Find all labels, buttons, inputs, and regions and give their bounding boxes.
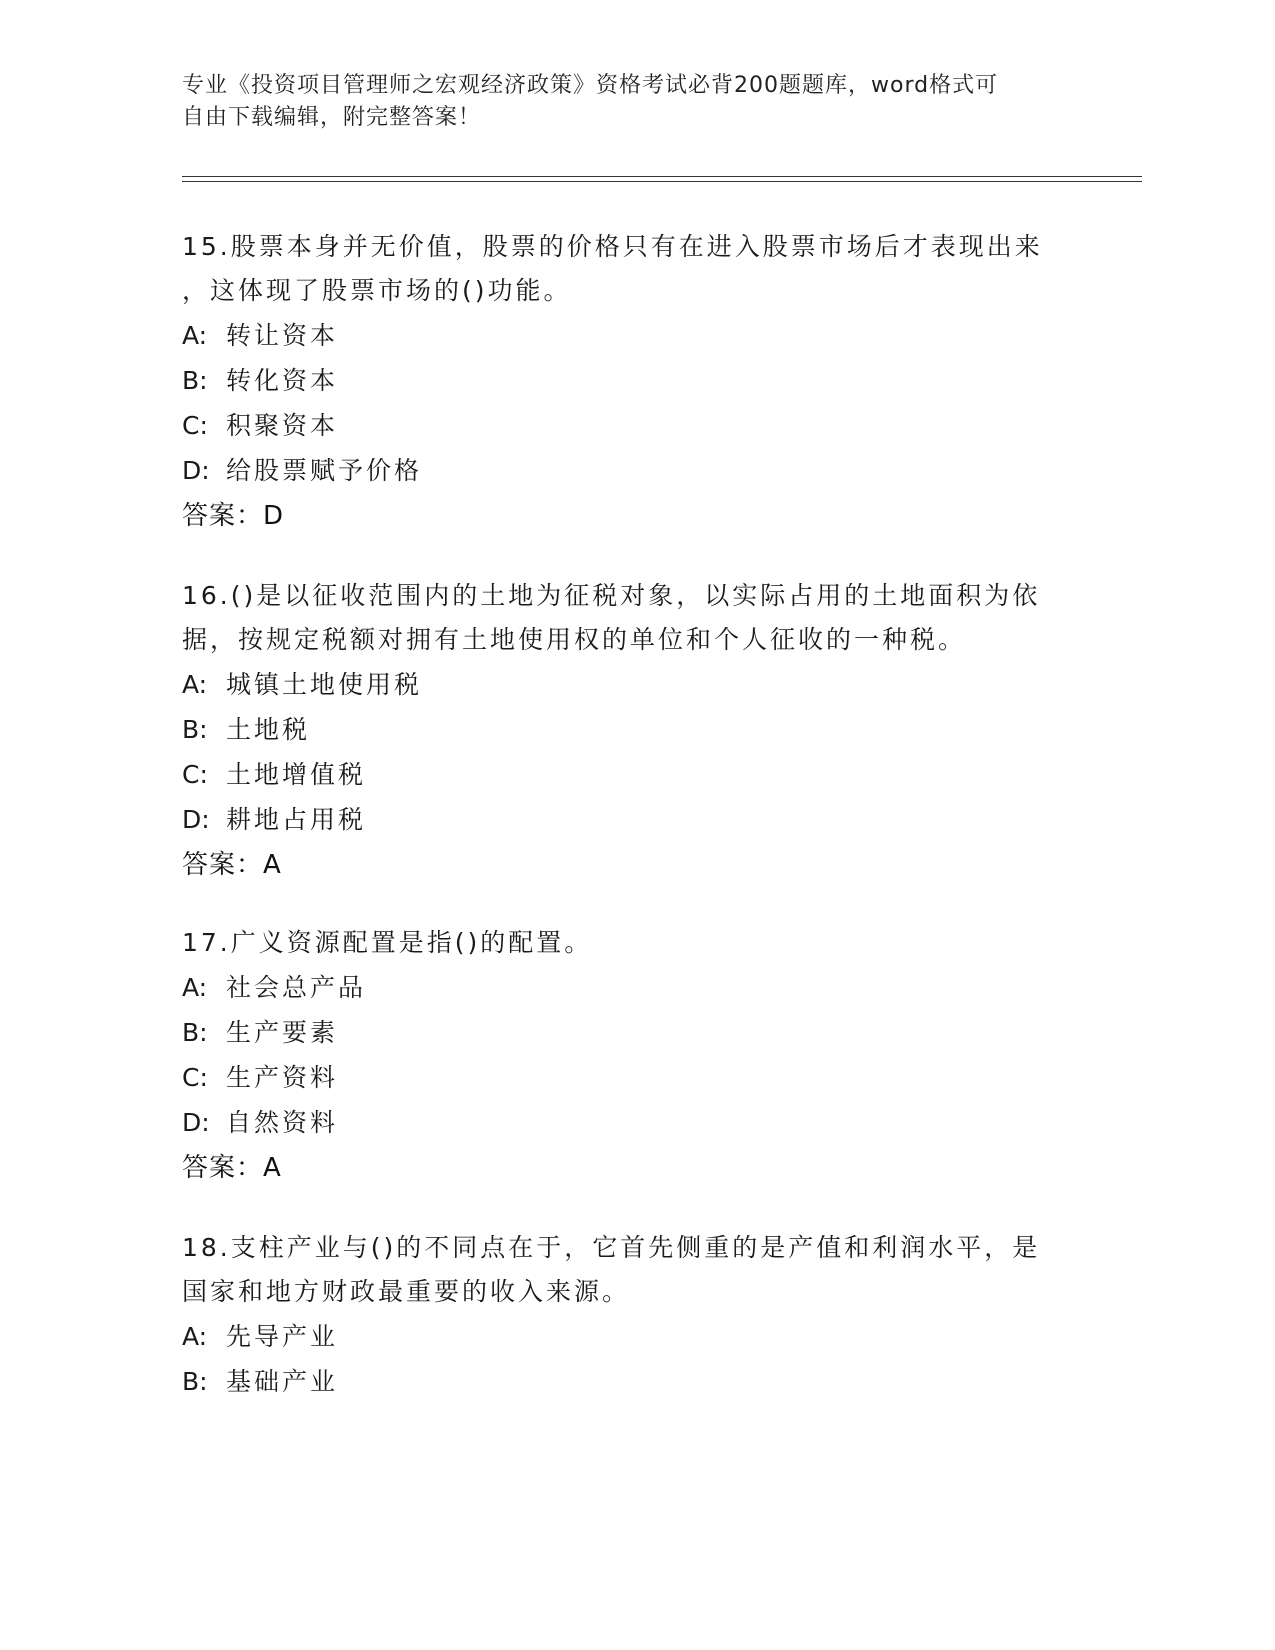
header-line-1: 专业《投资项目管理师之宏观经济政策》资格考试必背200题题库，word格式可 [182, 73, 999, 98]
question-stem-line-2: 据，按规定税额对拥有土地使用权的单位和个人征收的一种税。 [182, 625, 967, 654]
answer: 答案：D [182, 501, 285, 531]
option-key: B: [182, 1367, 208, 1396]
option-b [182, 707, 1062, 752]
option-text: 社会总产品 [226, 973, 367, 1002]
option-key: A: [182, 1322, 208, 1351]
option-key: D: [182, 1108, 210, 1137]
option-key: C: [182, 760, 208, 789]
option-text: 生产要素 [226, 1018, 339, 1047]
option-text: 土地增值税 [226, 760, 367, 789]
option-a [182, 662, 1062, 707]
option-text: 积聚资本 [226, 411, 339, 440]
option-text: 转化资本 [226, 366, 339, 395]
option-text: 土地税 [226, 715, 311, 744]
option-key: B: [182, 715, 208, 744]
option-text: 自然资料 [226, 1108, 339, 1137]
option-key: C: [182, 1063, 208, 1092]
option-d [182, 797, 1062, 842]
option-text: 先导产业 [226, 1322, 339, 1351]
question-15 [182, 225, 1062, 539]
question-stem-line-1: 15.股票本身并无价值，股票的价格只有在进入股票市场后才表现出来 [182, 232, 1043, 261]
option-key: B: [182, 366, 208, 395]
option-d [182, 1100, 1062, 1145]
option-key: C: [182, 411, 208, 440]
option-c [182, 1055, 1062, 1100]
option-d [182, 448, 1062, 493]
option-text: 给股票赋予价格 [226, 456, 423, 485]
header-divider-top [182, 176, 1142, 177]
option-text: 转让资本 [226, 321, 339, 350]
option-b [182, 1359, 1062, 1404]
option-b [182, 358, 1062, 403]
option-b [182, 1010, 1062, 1055]
option-a [182, 965, 1062, 1010]
header-divider-bottom [182, 181, 1142, 182]
option-c [182, 752, 1062, 797]
option-c [182, 403, 1062, 448]
option-text: 耕地占用税 [226, 805, 367, 834]
answer: 答案：A [182, 1153, 282, 1183]
question-stem-line-1: 17.广义资源配置是指()的配置。 [182, 928, 593, 957]
question-17 [182, 921, 1062, 1191]
option-key: D: [182, 805, 210, 834]
option-text: 生产资料 [226, 1063, 339, 1092]
option-key: A: [182, 321, 208, 350]
option-key: A: [182, 973, 208, 1002]
option-key: B: [182, 1018, 208, 1047]
option-a [182, 313, 1062, 358]
document-header [182, 70, 1062, 134]
question-16 [182, 574, 1062, 888]
question-stem-line-1: 18.支柱产业与()的不同点在于，它首先侧重的是产值和利润水平，是 [182, 1233, 1041, 1262]
question-stem-line-1: 16.()是以征收范围内的土地为征税对象，以实际占用的土地面积为依 [182, 581, 1041, 610]
option-key: A: [182, 670, 208, 699]
answer: 答案：A [182, 850, 282, 880]
question-stem-line-2: 国家和地方财政最重要的收入来源。 [182, 1277, 631, 1306]
option-text: 城镇土地使用税 [226, 670, 423, 699]
question-stem-line-2: ，这体现了股票市场的()功能。 [182, 276, 572, 305]
question-18 [182, 1226, 1062, 1404]
option-key: D: [182, 456, 210, 485]
option-text: 基础产业 [226, 1367, 339, 1396]
header-line-2: 自由下载编辑，附完整答案！ [182, 105, 482, 130]
option-a [182, 1314, 1062, 1359]
